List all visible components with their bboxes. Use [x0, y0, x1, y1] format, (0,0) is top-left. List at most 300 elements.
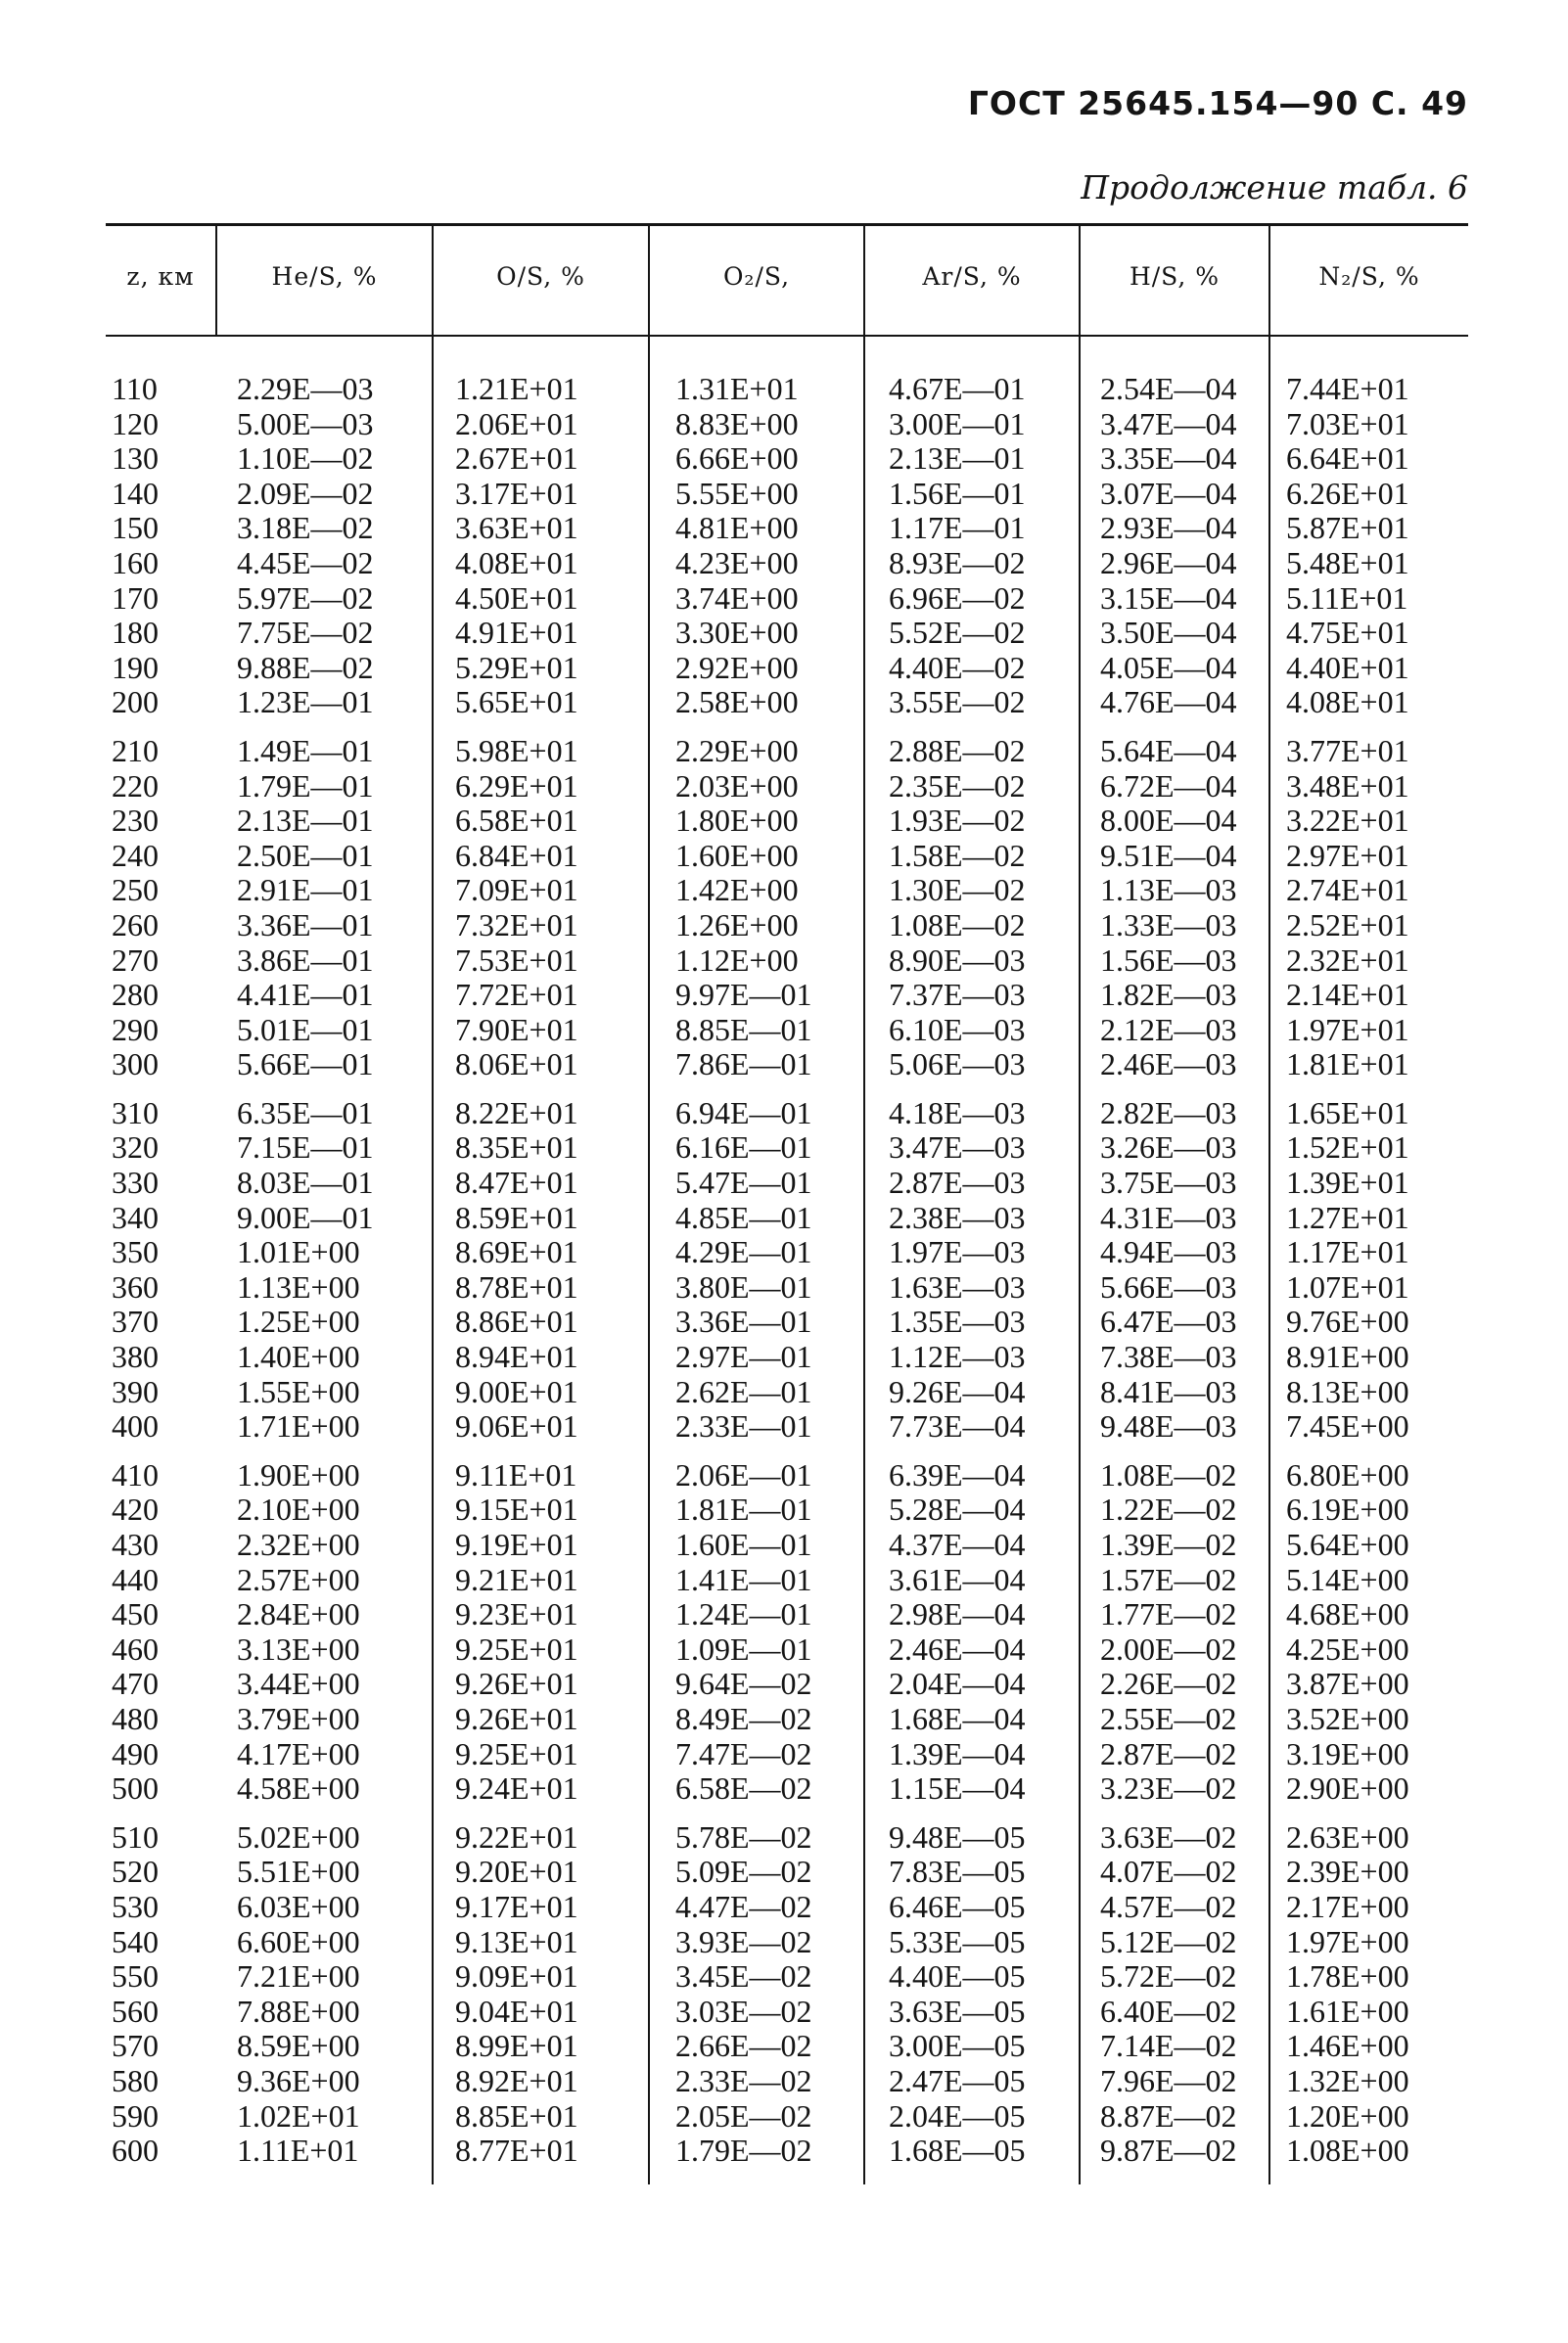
o2-cell: 1.41E—01 — [675, 1561, 812, 1597]
altitude-cell: 150 — [112, 510, 159, 546]
n2-cell: 1.08E+00 — [1286, 2133, 1409, 2169]
he-cell: 2.13E—01 — [237, 803, 374, 839]
table-row — [106, 1667, 1468, 1702]
n2-cell: 2.63E+00 — [1286, 1818, 1409, 1855]
altitude-cell: 360 — [112, 1268, 159, 1305]
he-cell: 3.79E+00 — [237, 1700, 360, 1736]
he-cell: 1.23E—01 — [237, 684, 374, 720]
table-row — [106, 1082, 1468, 1131]
o-cell: 8.94E+01 — [455, 1339, 578, 1375]
o-cell: 8.86E+01 — [455, 1304, 578, 1340]
ar-cell: 4.67E—01 — [889, 371, 1026, 406]
o-cell: 7.32E+01 — [455, 906, 578, 942]
altitude-cell: 490 — [112, 1735, 159, 1771]
he-cell: 1.55E+00 — [237, 1373, 360, 1409]
n2-cell: 1.39E+01 — [1286, 1165, 1409, 1201]
composition-table — [106, 372, 1468, 2169]
o2-cell: 2.62E—01 — [675, 1373, 812, 1409]
ar-cell: 2.88E—02 — [889, 732, 1026, 768]
he-cell: 9.88E—02 — [237, 649, 374, 685]
n2-cell: 1.78E+00 — [1286, 1958, 1409, 1995]
ar-cell: 1.15E—04 — [889, 1770, 1026, 1807]
o2-cell: 2.33E—02 — [675, 2062, 812, 2098]
o2-cell: 2.03E+00 — [675, 767, 799, 804]
o-cell: 9.00E+01 — [455, 1373, 578, 1409]
altitude-cell: 110 — [112, 371, 158, 406]
ar-cell: 1.17E—01 — [889, 510, 1026, 546]
he-cell: 3.44E+00 — [237, 1666, 360, 1702]
ar-cell: 9.48E—05 — [889, 1818, 1026, 1855]
table-row — [106, 685, 1468, 720]
ar-cell: 1.68E—05 — [889, 2133, 1026, 2169]
he-cell: 1.01E+00 — [237, 1234, 360, 1270]
he-cell: 2.09E—02 — [237, 475, 374, 511]
h-cell: 2.12E—03 — [1100, 1011, 1237, 1047]
ar-cell: 5.06E—03 — [889, 1046, 1026, 1082]
h-cell: 3.07E—04 — [1100, 475, 1237, 511]
o2-cell: 1.80E+00 — [675, 803, 799, 839]
altitude-cell: 120 — [112, 405, 159, 441]
o2-cell: 8.83E+00 — [675, 405, 799, 441]
ar-cell: 7.37E—03 — [889, 977, 1026, 1013]
ar-cell: 1.63E—03 — [889, 1268, 1026, 1305]
ar-cell: 1.56E—01 — [889, 475, 1026, 511]
o-cell: 8.47E+01 — [455, 1165, 578, 1201]
altitude-cell: 530 — [112, 1888, 159, 1924]
he-cell: 2.29E—03 — [237, 371, 374, 406]
he-cell: 3.13E+00 — [237, 1631, 360, 1667]
he-cell: 9.36E+00 — [237, 2062, 360, 2098]
he-cell: 5.97E—02 — [237, 579, 374, 616]
h-cell: 3.47E—04 — [1100, 405, 1237, 441]
table-row — [106, 1270, 1468, 1306]
ar-cell: 2.47E—05 — [889, 2062, 1026, 2098]
n2-cell: 5.64E+00 — [1286, 1527, 1409, 1562]
n2-cell: 6.19E+00 — [1286, 1492, 1409, 1528]
o2-cell: 4.29E—01 — [675, 1234, 812, 1270]
o2-cell: 3.80E—01 — [675, 1268, 812, 1305]
ar-cell: 3.00E—01 — [889, 405, 1026, 441]
o-cell: 9.23E+01 — [455, 1596, 578, 1632]
he-cell: 1.13E+00 — [237, 1268, 360, 1305]
altitude-cell: 210 — [112, 732, 159, 768]
table-row — [106, 546, 1468, 581]
table-row — [106, 1890, 1468, 1925]
ar-cell: 2.35E—02 — [889, 767, 1026, 804]
ar-cell: 3.55E—02 — [889, 684, 1026, 720]
he-cell: 7.75E—02 — [237, 615, 374, 651]
altitude-cell: 320 — [112, 1129, 159, 1166]
altitude-cell: 250 — [112, 872, 159, 908]
o-cell: 9.06E+01 — [455, 1408, 578, 1445]
o-cell: 9.04E+01 — [455, 1993, 578, 2029]
table-row — [106, 2029, 1468, 2064]
he-cell: 8.03E—01 — [237, 1165, 374, 1201]
n2-cell: 5.48E+01 — [1286, 544, 1409, 580]
altitude-cell: 370 — [112, 1304, 159, 1340]
table-row — [106, 1047, 1468, 1082]
altitude-cell: 440 — [112, 1561, 159, 1597]
h-cell: 5.72E—02 — [1100, 1958, 1237, 1995]
altitude-cell: 180 — [112, 615, 159, 651]
o2-cell: 1.79E—02 — [675, 2133, 812, 2169]
n2-cell: 3.52E+00 — [1286, 1700, 1409, 1736]
o-cell: 1.21E+01 — [455, 371, 578, 406]
table-row — [106, 1597, 1468, 1632]
o-cell: 8.92E+01 — [455, 2062, 578, 2098]
h-cell: 2.26E—02 — [1100, 1666, 1237, 1702]
he-cell: 5.00E—03 — [237, 405, 374, 441]
ar-cell: 3.00E—05 — [889, 2028, 1026, 2064]
o2-cell: 5.47E—01 — [675, 1165, 812, 1201]
h-cell: 3.35E—04 — [1100, 440, 1237, 477]
h-cell: 1.77E—02 — [1100, 1596, 1237, 1632]
h-cell: 5.64E—04 — [1100, 732, 1237, 768]
table-row — [106, 978, 1468, 1013]
n2-cell: 2.32E+01 — [1286, 942, 1409, 978]
h-cell: 9.51E—04 — [1100, 837, 1237, 873]
altitude-cell: 240 — [112, 837, 159, 873]
h-cell: 1.56E—03 — [1100, 942, 1237, 978]
table-row — [106, 1995, 1468, 2030]
he-cell: 1.02E+01 — [237, 2097, 360, 2134]
altitude-cell: 430 — [112, 1527, 159, 1562]
o2-cell: 2.29E+00 — [675, 732, 799, 768]
o-cell: 6.29E+01 — [455, 767, 578, 804]
altitude-cell: 290 — [112, 1011, 159, 1047]
he-cell: 2.32E+00 — [237, 1527, 360, 1562]
he-cell: 5.66E—01 — [237, 1046, 374, 1082]
he-cell: 1.71E+00 — [237, 1408, 360, 1445]
h-cell: 2.82E—03 — [1100, 1094, 1237, 1130]
ar-cell: 5.33E—05 — [889, 1923, 1026, 1959]
o-cell: 5.98E+01 — [455, 732, 578, 768]
o2-cell: 3.74E+00 — [675, 579, 799, 616]
altitude-cell: 570 — [112, 2028, 159, 2064]
table-row — [106, 1807, 1468, 1856]
altitude-cell: 550 — [112, 1958, 159, 1995]
o-cell: 8.59E+01 — [455, 1199, 578, 1235]
o2-cell: 3.30E+00 — [675, 615, 799, 651]
n2-cell: 4.68E+00 — [1286, 1596, 1409, 1632]
ar-cell: 3.47E—03 — [889, 1129, 1026, 1166]
column-header-o2: O₂/S, — [722, 262, 791, 291]
o2-cell: 5.78E—02 — [675, 1818, 812, 1855]
h-cell: 8.87E—02 — [1100, 2097, 1237, 2134]
he-cell: 1.79E—01 — [237, 767, 374, 804]
n2-cell: 5.87E+01 — [1286, 510, 1409, 546]
table-row — [106, 720, 1468, 769]
o-cell: 2.67E+01 — [455, 440, 578, 477]
altitude-cell: 230 — [112, 803, 159, 839]
o2-cell: 3.36E—01 — [675, 1304, 812, 1340]
n2-cell: 4.08E+01 — [1286, 684, 1409, 720]
n2-cell: 3.48E+01 — [1286, 767, 1409, 804]
table-row — [106, 804, 1468, 839]
altitude-cell: 600 — [112, 2133, 159, 2169]
table-row-group — [106, 1445, 1468, 1807]
n2-cell: 1.17E+01 — [1286, 1234, 1409, 1270]
he-cell: 7.15E—01 — [237, 1129, 374, 1166]
h-cell: 2.87E—02 — [1100, 1735, 1237, 1771]
ar-cell: 2.98E—04 — [889, 1596, 1026, 1632]
h-cell: 4.31E—03 — [1100, 1199, 1237, 1235]
o2-cell: 1.24E—01 — [675, 1596, 812, 1632]
table-row — [106, 1925, 1468, 1960]
o2-cell: 9.97E—01 — [675, 977, 812, 1013]
o-cell: 7.53E+01 — [455, 942, 578, 978]
he-cell: 1.90E+00 — [237, 1456, 360, 1493]
altitude-cell: 380 — [112, 1339, 159, 1375]
o2-cell: 2.58E+00 — [675, 684, 799, 720]
o2-cell: 5.09E—02 — [675, 1854, 812, 1890]
table-row — [106, 1771, 1468, 1807]
o-cell: 8.69E+01 — [455, 1234, 578, 1270]
n2-cell: 8.91E+00 — [1286, 1339, 1409, 1375]
n2-cell: 1.46E+00 — [1286, 2028, 1409, 2064]
n2-cell: 6.64E+01 — [1286, 440, 1409, 477]
table-row — [106, 1013, 1468, 1048]
o-cell: 5.29E+01 — [455, 649, 578, 685]
table-row — [106, 1528, 1468, 1563]
altitude-cell: 300 — [112, 1046, 159, 1082]
he-cell: 1.49E—01 — [237, 732, 374, 768]
he-cell: 5.51E+00 — [237, 1854, 360, 1890]
n2-cell: 5.14E+00 — [1286, 1561, 1409, 1597]
altitude-cell: 280 — [112, 977, 159, 1013]
table-row-group — [106, 1082, 1468, 1445]
table-row — [106, 1166, 1468, 1201]
he-cell: 3.18E—02 — [237, 510, 374, 546]
altitude-cell: 190 — [112, 649, 159, 685]
o-cell: 8.77E+01 — [455, 2133, 578, 2169]
h-cell: 4.76E—04 — [1100, 684, 1237, 720]
table-row — [106, 1445, 1468, 1493]
altitude-cell: 480 — [112, 1700, 159, 1736]
n2-cell: 7.44E+01 — [1286, 371, 1409, 406]
n2-cell: 8.13E+00 — [1286, 1373, 1409, 1409]
ar-cell: 3.63E—05 — [889, 1993, 1026, 2029]
h-cell: 1.39E—02 — [1100, 1527, 1237, 1562]
table-row — [106, 651, 1468, 686]
o-cell: 7.72E+01 — [455, 977, 578, 1013]
o-cell: 7.09E+01 — [455, 872, 578, 908]
h-cell: 6.47E—03 — [1100, 1304, 1237, 1340]
ar-cell: 7.83E—05 — [889, 1854, 1026, 1890]
h-cell: 3.63E—02 — [1100, 1818, 1237, 1855]
h-cell: 4.07E—02 — [1100, 1854, 1237, 1890]
table-row — [106, 1563, 1468, 1598]
o2-cell: 7.47E—02 — [675, 1735, 812, 1771]
o-cell: 9.13E+01 — [455, 1923, 578, 1959]
h-cell: 2.54E—04 — [1100, 371, 1237, 406]
table-row-group — [106, 372, 1468, 720]
o-cell: 9.26E+01 — [455, 1700, 578, 1736]
ar-cell: 2.87E—03 — [889, 1165, 1026, 1201]
altitude-cell: 450 — [112, 1596, 159, 1632]
o2-cell: 6.66E+00 — [675, 440, 799, 477]
table-continuation-caption: Продолжение табл. 6 — [1081, 168, 1468, 207]
he-cell: 4.58E+00 — [237, 1770, 360, 1807]
o2-cell: 4.23E+00 — [675, 544, 799, 580]
o2-cell: 2.97E—01 — [675, 1339, 812, 1375]
o-cell: 9.20E+01 — [455, 1854, 578, 1890]
o2-cell: 2.66E—02 — [675, 2028, 812, 2064]
ar-cell: 6.96E—02 — [889, 579, 1026, 616]
h-cell: 5.66E—03 — [1100, 1268, 1237, 1305]
o-cell: 4.08E+01 — [455, 544, 578, 580]
o2-cell: 3.93E—02 — [675, 1923, 812, 1959]
ar-cell: 1.30E—02 — [889, 872, 1026, 908]
o-cell: 5.65E+01 — [455, 684, 578, 720]
table-row — [106, 1702, 1468, 1737]
h-cell: 3.50E—04 — [1100, 615, 1237, 651]
o2-cell: 5.55E+00 — [675, 475, 799, 511]
ar-cell: 8.90E—03 — [889, 942, 1026, 978]
ar-cell: 2.04E—04 — [889, 1666, 1026, 1702]
altitude-cell: 410 — [112, 1456, 159, 1493]
he-cell: 3.86E—01 — [237, 942, 374, 978]
altitude-cell: 520 — [112, 1854, 159, 1890]
ar-cell: 1.08E—02 — [889, 906, 1026, 942]
altitude-cell: 560 — [112, 1993, 159, 2029]
n2-cell: 9.76E+00 — [1286, 1304, 1409, 1340]
altitude-cell: 460 — [112, 1631, 159, 1667]
o-cell: 4.91E+01 — [455, 615, 578, 651]
o-cell: 7.90E+01 — [455, 1011, 578, 1047]
table-row — [106, 839, 1468, 874]
o-cell: 9.11E+01 — [455, 1456, 577, 1493]
he-cell: 7.21E+00 — [237, 1958, 360, 1995]
o-cell: 8.85E+01 — [455, 2097, 578, 2134]
column-header-ar: Ar/S, % — [922, 262, 1022, 291]
h-cell: 1.13E—03 — [1100, 872, 1237, 908]
n2-cell: 2.14E+01 — [1286, 977, 1409, 1013]
altitude-cell: 350 — [112, 1234, 159, 1270]
n2-cell: 1.97E+00 — [1286, 1923, 1409, 1959]
ar-cell: 1.35E—03 — [889, 1304, 1026, 1340]
table-row-group — [106, 720, 1468, 1082]
o2-cell: 1.81E—01 — [675, 1492, 812, 1528]
n2-cell: 1.52E+01 — [1286, 1129, 1409, 1166]
ar-cell: 3.61E—04 — [889, 1561, 1026, 1597]
ar-cell: 1.68E—04 — [889, 1700, 1026, 1736]
n2-cell: 6.26E+01 — [1286, 475, 1409, 511]
o-cell: 9.17E+01 — [455, 1888, 578, 1924]
o2-cell: 8.49E—02 — [675, 1700, 812, 1736]
n2-cell: 2.97E+01 — [1286, 837, 1409, 873]
o-cell: 9.21E+01 — [455, 1561, 578, 1597]
n2-cell: 3.77E+01 — [1286, 732, 1409, 768]
ar-cell: 1.97E—03 — [889, 1234, 1026, 1270]
o-cell: 9.09E+01 — [455, 1958, 578, 1995]
table-row — [106, 1737, 1468, 1772]
ar-cell: 4.37E—04 — [889, 1527, 1026, 1562]
table-top-rule — [106, 223, 1468, 226]
o-cell: 8.99E+01 — [455, 2028, 578, 2064]
altitude-cell: 390 — [112, 1373, 159, 1409]
o-cell: 9.19E+01 — [455, 1527, 578, 1562]
table-row — [106, 1959, 1468, 1995]
ar-cell: 4.40E—02 — [889, 649, 1026, 685]
he-cell: 2.50E—01 — [237, 837, 374, 873]
o-cell: 8.22E+01 — [455, 1094, 578, 1130]
o-cell: 9.15E+01 — [455, 1492, 578, 1528]
altitude-cell: 590 — [112, 2097, 159, 2134]
o2-cell: 6.58E—02 — [675, 1770, 812, 1807]
h-cell: 1.08E—02 — [1100, 1456, 1237, 1493]
n2-cell: 3.19E+00 — [1286, 1735, 1409, 1771]
he-cell: 3.36E—01 — [237, 906, 374, 942]
ar-cell: 1.39E—04 — [889, 1735, 1026, 1771]
altitude-cell: 220 — [112, 767, 159, 804]
h-cell: 2.93E—04 — [1100, 510, 1237, 546]
table-row — [106, 1340, 1468, 1375]
column-header-he: He/S, % — [271, 262, 378, 291]
ar-cell: 6.46E—05 — [889, 1888, 1026, 1924]
h-cell: 6.40E—02 — [1100, 1993, 1237, 2029]
altitude-cell: 540 — [112, 1923, 159, 1959]
h-cell: 4.94E—03 — [1100, 1234, 1237, 1270]
o-cell: 4.50E+01 — [455, 579, 578, 616]
he-cell: 2.10E+00 — [237, 1492, 360, 1528]
table-row — [106, 908, 1468, 943]
h-cell: 2.00E—02 — [1100, 1631, 1237, 1667]
o2-cell: 1.09E—01 — [675, 1631, 812, 1667]
n2-cell: 1.81E+01 — [1286, 1046, 1409, 1082]
he-cell: 6.60E+00 — [237, 1923, 360, 1959]
he-cell: 9.00E—01 — [237, 1199, 374, 1235]
he-cell: 6.35E—01 — [237, 1094, 374, 1130]
n2-cell: 1.07E+01 — [1286, 1268, 1409, 1305]
altitude-cell: 130 — [112, 440, 159, 477]
h-cell: 2.96E—04 — [1100, 544, 1237, 580]
ar-cell: 6.39E—04 — [889, 1456, 1026, 1493]
table-row — [106, 769, 1468, 804]
o2-cell: 9.64E—02 — [675, 1666, 812, 1702]
n2-cell: 1.20E+00 — [1286, 2097, 1409, 2134]
altitude-cell: 260 — [112, 906, 159, 942]
ar-cell: 5.52E—02 — [889, 615, 1026, 651]
he-cell: 7.88E+00 — [237, 1993, 360, 2029]
h-cell: 9.48E—03 — [1100, 1408, 1237, 1445]
ar-cell: 2.46E—04 — [889, 1631, 1026, 1667]
h-cell: 3.23E—02 — [1100, 1770, 1237, 1807]
h-cell: 2.46E—03 — [1100, 1046, 1237, 1082]
table-row — [106, 477, 1468, 512]
table-row — [106, 511, 1468, 546]
altitude-cell: 500 — [112, 1770, 159, 1807]
h-cell: 5.12E—02 — [1100, 1923, 1237, 1959]
table-row — [106, 1632, 1468, 1668]
h-cell: 3.26E—03 — [1100, 1129, 1237, 1166]
he-cell: 2.84E+00 — [237, 1596, 360, 1632]
he-cell: 4.17E+00 — [237, 1735, 360, 1771]
he-cell: 1.11E+01 — [237, 2133, 359, 2169]
column-header-n2: N₂/S, % — [1318, 262, 1420, 291]
o2-cell: 1.12E+00 — [675, 942, 799, 978]
table-row — [106, 372, 1468, 407]
o2-cell: 3.03E—02 — [675, 1993, 812, 2029]
table-row — [106, 2099, 1468, 2135]
n2-cell: 2.90E+00 — [1286, 1770, 1409, 1807]
o-cell: 8.35E+01 — [455, 1129, 578, 1166]
table-header-rule — [106, 335, 1468, 337]
o2-cell: 2.33E—01 — [675, 1408, 812, 1445]
n2-cell: 2.17E+00 — [1286, 1888, 1409, 1924]
h-cell: 8.41E—03 — [1100, 1373, 1237, 1409]
h-cell: 4.05E—04 — [1100, 649, 1237, 685]
